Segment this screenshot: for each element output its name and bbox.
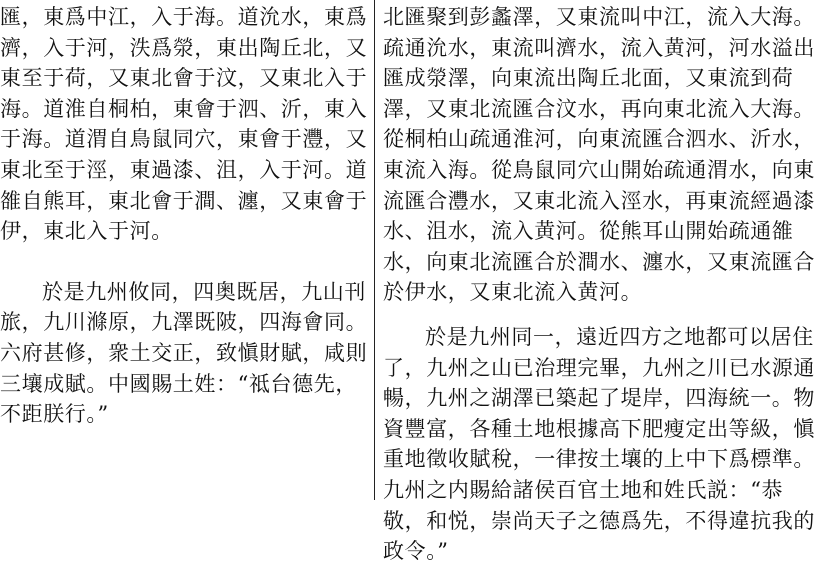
translation-paragraph-1: 北匯聚到彭蠡澤，又東流叫中江，流入大海。疏通沇水，東流叫濟水，流入黄河，河水溢出匯成滎澤，向東流出陶丘北面，又東流到荷澤，又東北流匯合汶水，再向東北流入大海。從桐柏山疏通淮河，向東流匯合泗水、沂水，東流入海。從鳥鼠同穴山開始疏通渭水，向東流匯合灃水，又東北流入涇水，再東流經過漆水、沮水，流入黄河。從熊耳山開始疏通雒水，向東北流匯合於澗水、瀍水，又東流匯合於伊水，又東北流入黄河。 xyxy=(383,5,815,305)
column-divider xyxy=(374,0,375,500)
classical-paragraph-2: 於是九州攸同，四奥既居，九山刊旅，九川滌原，九澤既陂，四海會同。六府甚修，衆土交正，致愼財賦，咸則三壤成賦。中國賜土姓：“祗台德先，不距朕行。” xyxy=(0,279,368,427)
translation-paragraph-2: 於是九州同一，遠近四方之地都可以居住了，九州之山已治理完畢，九州之川已水源通暢，九州之湖澤已築起了堤岸，四海統一。物資豐富，各種土地根據高下肥瘦定出等級，愼重地徵收賦稅，一律按土壤的上中下爲標準。九州之内賜給諸侯百官土地和姓氏説：“恭敬，和悦，崇尚天子之德爲先，不得違抗我的政令。” xyxy=(383,324,815,564)
classical-paragraph-1: 匯，東爲中江，入于海。道沇水，東爲濟，入于河，泆爲滎，東出陶丘北，又東至于荷，又東北會于汶，又東北入于海。道淮自桐柏，東會于泗、沂，東入于海。道渭自鳥鼠同穴，東會于灃，又東北至于涇，東過漆、沮，入于河。道雒自熊耳，東北會于澗、瀍，又東會于伊，東北入于河。 xyxy=(0,5,368,244)
translation-column xyxy=(383,2,824,567)
classical-text-column xyxy=(0,2,370,430)
